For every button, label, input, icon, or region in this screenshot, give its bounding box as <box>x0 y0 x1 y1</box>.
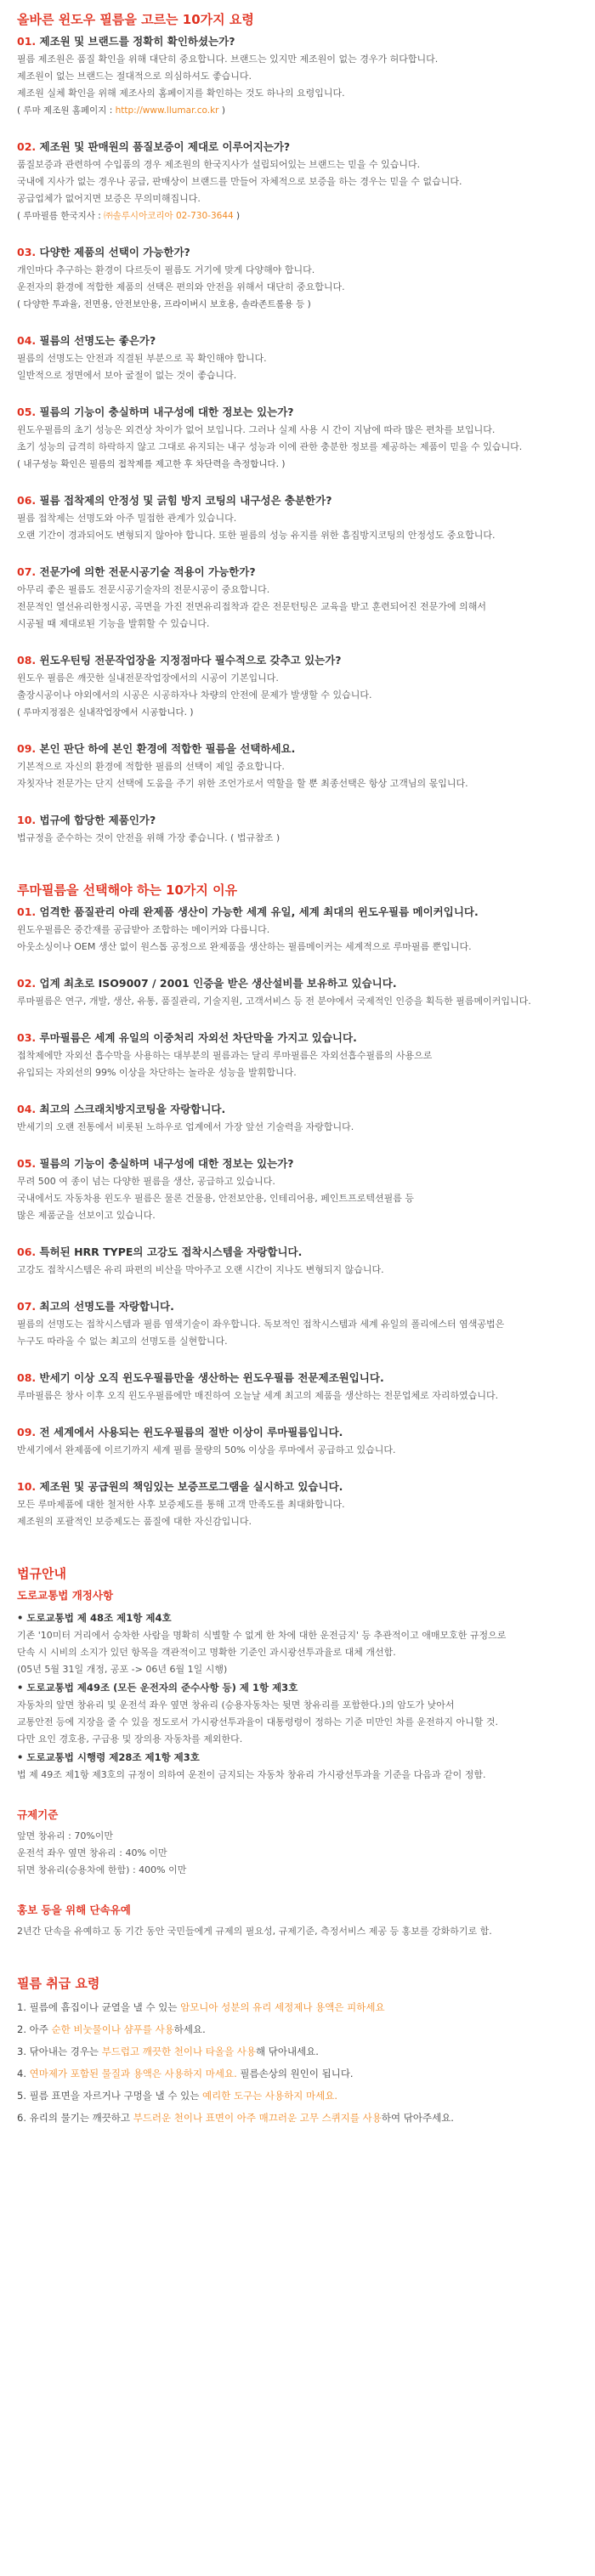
item-title <box>17 1029 578 1047</box>
item-text: 아무리 좋은 필름도 전문시공기술자의 전문시공이 중요합니다. <box>17 584 270 595</box>
item-text: 유입되는 자외선의 99% 이상을 차단하는 놀라운 성능을 발휘합니다. <box>17 1067 297 1078</box>
item-title <box>17 974 578 992</box>
item-text: 루마필름은 연구, 개발, 생산, 유통, 품질관리, 기술지원, 고객서비스 등 전 분야에서 국제적인 인증을 획득한 필름메이커입니다. <box>17 996 531 1007</box>
item-title <box>17 903 578 921</box>
item-text: 많은 제품군을 선보이고 있습니다. <box>17 1210 156 1221</box>
note-text: ( 루마필름 한국지사 : <box>17 211 105 221</box>
list-item <box>17 403 578 473</box>
regulation-article: • 도로교통법 제 48조 제1항 제4호 <box>17 1612 172 1624</box>
note-link[interactable]: http://www.llumar.co.kr <box>115 105 219 116</box>
item-title <box>17 811 578 829</box>
regulation-text: (05년 5월 31일 개정, 공포 -> 06년 6월 1일 시행) <box>17 1664 228 1675</box>
note-text: ) <box>233 211 241 221</box>
note-link[interactable]: ㈜솔루시아코리아 02-730-3644 <box>104 211 234 221</box>
list-item <box>17 974 578 1010</box>
item-number: 03. <box>17 1031 37 1044</box>
handling-text: 4. <box>17 2068 30 2080</box>
regulation-article: • 도로교통법 시행령 제28조 제1항 제3호 <box>17 1751 200 1763</box>
list-item <box>17 1297 578 1350</box>
handling-text: 6. 유리의 물기는 깨끗하고 <box>17 2112 133 2124</box>
item-text: 필름 접착제는 선명도와 아주 밀접한 관계가 있습니다. <box>17 513 237 524</box>
handling-text: 3. 닦아내는 경우는 <box>17 2045 102 2057</box>
handling-text: 5. 필름 표면을 자르거나 구멍을 낼 수 있는 <box>17 2090 202 2102</box>
list-item <box>17 903 578 956</box>
regulation-text: 뒤면 창유리(승용차에 한함) : 400% 이만 <box>17 1864 187 1875</box>
item-number: 08. <box>17 1371 37 1384</box>
item-text: 초기 성능의 급격히 하락하지 않고 그대로 유지되는 내구 성능과 이에 관한 충분한 정보를 제공하는 제품이 믿을 수 있습니다. <box>17 441 523 452</box>
item-number: 01. <box>17 905 37 918</box>
section-regulations <box>17 1564 578 1940</box>
list-item <box>17 1478 578 1530</box>
handling-text: 2. 아주 <box>17 2023 52 2035</box>
item-title <box>17 1297 578 1315</box>
list-item <box>17 1243 578 1279</box>
item-title <box>17 1243 578 1261</box>
note-text: ( 루마지정점은 실내작업장에서 시공합니다. ) <box>17 707 194 718</box>
handling-item <box>17 1996 578 2018</box>
handling-highlight: 예리한 도구는 사용하지 마세요. <box>201 2090 338 2102</box>
item-text: 운전자의 환경에 적합한 제품의 선택은 편의와 안전을 위해서 대단히 중요합니다. <box>17 281 345 292</box>
item-number: 06. <box>17 494 37 507</box>
regulation-text: 교통안전 등에 지장을 줄 수 있을 정도로서 가시광선투과율이 대통령령이 정하는 기준 미만인 차를 운전하지 아니할 것. <box>17 1716 498 1728</box>
item-heading: 다양한 제품의 선택이 가능한가? <box>39 246 190 258</box>
handling-item <box>17 2107 578 2129</box>
regulation-subheading: 도로교통법 개정사항 <box>17 1589 114 1602</box>
list-item <box>17 243 578 313</box>
item-text: 윈도우필름의 초기 성능은 외견상 차이가 없어 보입니다. 그러나 실제 사용 시 간이 지남에 따라 많은 편차를 보입니다. <box>17 424 496 435</box>
item-heading: 필름의 기능이 충실하며 내구성에 대한 정보는 있는가? <box>39 1157 294 1170</box>
item-number: 04. <box>17 334 37 347</box>
item-number: 09. <box>17 742 37 755</box>
item-number: 04. <box>17 1103 37 1115</box>
list-item <box>17 138 578 224</box>
item-title <box>17 332 578 349</box>
item-heading: 반세기 이상 오직 윈도우필름만을 생산하는 윈도우필름 전문제조원입니다. <box>39 1371 384 1384</box>
item-heading: 윈도우틴팅 전문작업장을 지정점마다 필수적으로 갖추고 있는가? <box>39 654 342 667</box>
list-item <box>17 1423 578 1459</box>
note-text: ( 다양한 투과율, 전면용, 안전보안용, 프라이버시 보호용, 솔라존트롤용 등 ) <box>17 299 311 309</box>
handling-highlight: 순한 비눗물이나 샴푸를 사용 <box>51 2023 174 2035</box>
regulation-text: 앞면 창유리 : 70%이만 <box>17 1830 114 1841</box>
item-note <box>17 207 578 224</box>
handling-item <box>17 2085 578 2107</box>
section-why-llumar <box>17 881 578 1530</box>
item-title <box>17 32 578 50</box>
item-text: 법규정을 준수하는 것이 안전을 위해 가장 좋습니다. ( 법규참조 ) <box>17 832 280 843</box>
list-item <box>17 1369 578 1404</box>
regulation-subheading: 홍보 등을 위해 단속유예 <box>17 1904 131 1916</box>
item-number: 10. <box>17 814 37 826</box>
note-text: ) <box>218 105 225 116</box>
item-heading: 본인 판단 하에 본인 환경에 적합한 필름을 선택하세요. <box>39 742 296 755</box>
regulation-blocks <box>17 1586 578 1940</box>
regulation-text: 법 제 49조 제1항 제3호의 규정이 의하여 운전이 금지되는 자동차 창유리 가시광선투과율 기준을 다음과 같이 정함. <box>17 1769 486 1780</box>
regulation-block <box>17 1806 578 1879</box>
list-item <box>17 651 578 721</box>
item-title <box>17 563 578 581</box>
item-text: 기본적으로 자신의 환경에 적합한 필름의 선택이 제일 중요합니다. <box>17 761 285 772</box>
regulation-subheading: 규제기준 <box>17 1808 59 1821</box>
item-number: 07. <box>17 1300 37 1313</box>
item-heading: 최고의 선명도를 자랑합니다. <box>39 1300 174 1313</box>
item-note <box>17 296 578 313</box>
handling-text: 1. 필름에 흠집이나 균열을 낼 수 있는 <box>17 2001 181 2013</box>
list-item <box>17 1155 578 1224</box>
item-number: 01. <box>17 35 37 48</box>
item-heading: 제조원 및 브랜드를 정확히 확인하셨는가? <box>39 35 235 48</box>
item-text: 제조원 실체 확인을 위해 제조사의 홈페이지를 확인하는 것도 하나의 요령입니다. <box>17 88 345 99</box>
item-number: 09. <box>17 1426 37 1438</box>
handling-item <box>17 2040 578 2063</box>
item-text: 국내에 지사가 없는 경우나 공급, 판매상이 브랜드를 만들어 자체적으로 보증을 하는 경우는 믿을 수 없습니다. <box>17 176 462 187</box>
handling-highlight: 부드러운 천이나 표면이 아주 매끄러운 고무 스퀴지를 사용 <box>133 2112 382 2124</box>
item-number: 10. <box>17 1480 37 1493</box>
item-title <box>17 1369 578 1387</box>
handling-highlight: 연마제가 포함된 물질과 용액은 사용하지 마세요. <box>29 2068 237 2080</box>
item-text: 품질보증과 관련하여 수입품의 경우 제조원의 한국지사가 설립되어있는 브랜드는 믿을 수 있습니다. <box>17 159 421 170</box>
item-text: 고강도 접착시스템은 유리 파편의 비산을 막아주고 오랜 시간이 지나도 변형되지 않습니다. <box>17 1264 384 1275</box>
item-text: 필름의 선명도는 안전과 직결된 부분으로 꼭 확인해야 합니다. <box>17 353 267 364</box>
regulation-text: 자동차의 앞면 창유리 및 운전석 좌우 옆면 창유리 (승용자동차는 뒷면 창유리를 포함한다.)의 암도가 낮아서 <box>17 1699 455 1711</box>
item-title <box>17 1423 578 1441</box>
list-item <box>17 563 578 633</box>
item-heading: 전문가에 의한 전문시공기술 적용이 가능한가? <box>39 565 256 578</box>
section-how-to-choose <box>17 10 578 847</box>
handling-list <box>17 1996 578 2129</box>
regulation-text: 운전석 좌우 옆면 창유리 : 40% 이만 <box>17 1847 167 1858</box>
regulation-text: 단속 시 시비의 소지가 있던 항목을 객관적이고 명확한 기준인 과시광선투과율로 대체 개선함. <box>17 1647 396 1658</box>
section-handling <box>17 1974 578 2129</box>
item-title <box>17 403 578 421</box>
item-title <box>17 1155 578 1172</box>
item-heading: 업계 최초로 ISO9007 / 2001 인증을 받은 생산설비를 보유하고 있습니다. <box>39 977 397 990</box>
section-title: 올바른 윈도우 필름을 고르는 10가지 요령 <box>17 12 254 27</box>
item-text: 누구도 따라올 수 없는 최고의 선명도를 실현합니다. <box>17 1336 228 1347</box>
item-heading: 필름 접착제의 안정성 및 긁힘 방지 코팅의 내구성은 충분한가? <box>39 494 332 507</box>
item-text: 필름 제조원은 품질 확인을 위해 대단히 중요합니다. 브랜드는 있지만 제조원이 없는 경우가 허다합니다. <box>17 54 439 65</box>
list-item <box>17 811 578 847</box>
note-text: ( 내구성능 확인은 필름의 접착제를 제고한 후 차단력을 측정합니다. ) <box>17 459 286 469</box>
item-number: 05. <box>17 406 37 418</box>
item-title <box>17 491 578 509</box>
item-heading: 제조원 및 공급원의 책임있는 보증프로그램을 실시하고 있습니다. <box>39 1480 343 1493</box>
item-text: 반세기에서 완제품에 이르기까지 세계 필름 물량의 50% 이상을 루마에서 공급하고 있습니다. <box>17 1444 396 1455</box>
item-text: 개인마다 추구하는 환경이 다르듯이 필름도 거기에 맞게 다양해야 합니다. <box>17 264 315 275</box>
item-number: 05. <box>17 1157 37 1170</box>
item-note <box>17 456 578 473</box>
note-text: ( 루마 제조원 홈페이지 : <box>17 105 116 116</box>
handling-text: 하여 닦아주세요. <box>381 2112 454 2124</box>
item-title <box>17 243 578 261</box>
handling-highlight: 부드럽고 깨끗한 천이나 타올을 사용 <box>101 2045 256 2057</box>
handling-highlight: 암모니아 성분의 유리 세정제나 용액은 피하세요 <box>180 2001 385 2013</box>
item-heading: 엄격한 품질관리 아래 완제품 생산이 가능한 세계 유일, 세계 최대의 윈도우필름 메이커입니다. <box>39 905 479 918</box>
regulation-text: 다만 요인 경호용, 구급용 및 장의용 자동차를 제외한다. <box>17 1733 243 1745</box>
list-item <box>17 1029 578 1081</box>
item-text: 오랜 기간이 경과되어도 변형되지 않아야 합니다. 또한 필름의 성능 유지를 위한 흠집방지코팅의 안정성도 중요합니다. <box>17 530 496 541</box>
item-title <box>17 1100 578 1118</box>
item-heading: 법규에 합당한 제품인가? <box>39 814 156 826</box>
item-note <box>17 704 578 721</box>
handling-item <box>17 2063 578 2085</box>
item-text: 전문적인 열선유리한정시공, 곡면을 가진 전면유리접착과 같은 전문턴팅은 교육을 받고 훈련되어진 전문가에 의해서 <box>17 601 487 612</box>
item-text: 국내에서도 자동차용 윈도우 필름은 물론 건물용, 안전보안용, 인테리어용, 페인트프로텍션필름 등 <box>17 1193 414 1204</box>
item-number: 08. <box>17 654 37 667</box>
item-heading: 제조원 및 판매원의 품질보증이 제대로 이루어지는가? <box>39 140 291 153</box>
regulation-block <box>17 1586 578 1784</box>
item-heading: 루마필름은 세계 유일의 이중처리 자외선 차단막을 가지고 있습니다. <box>39 1031 357 1044</box>
item-title <box>17 651 578 669</box>
item-heading: 필름의 기능이 충실하며 내구성에 대한 정보는 있는가? <box>39 406 294 418</box>
item-text: 아웃소싱이나 OEM 생산 없이 원스톱 공정으로 완제품을 생산하는 필름메이커는 세계적으로 루마필름 뿐입니다. <box>17 941 472 952</box>
reasons-list <box>17 903 578 1530</box>
item-note <box>17 102 578 119</box>
item-title <box>17 1478 578 1495</box>
item-text: 자칫자낙 전문가는 단지 선택에 도움을 주기 위한 조언가로서 역할을 할 뿐 최종선택은 항상 고객님의 몫입니다. <box>17 778 468 789</box>
handling-text: 해 닦아내세요. <box>255 2045 319 2057</box>
item-text: 반세기의 오랜 전통에서 비롯된 노하우로 업계에서 가장 앞선 기술력을 자랑합니다. <box>17 1121 354 1132</box>
page <box>17 10 578 2129</box>
item-number: 06. <box>17 1245 37 1258</box>
tips-list <box>17 32 578 847</box>
item-text: 접착제에만 자외선 흡수막을 사용하는 대부분의 필름과는 달리 루마필름은 자외선흡수필름의 사용으로 <box>17 1050 433 1061</box>
item-heading: 필름의 선명도는 좋은가? <box>39 334 156 347</box>
item-text: 무려 500 여 종이 넘는 다양한 필름을 생산, 공급하고 있습니다. <box>17 1176 275 1187</box>
list-item <box>17 1100 578 1136</box>
list-item <box>17 491 578 544</box>
regulation-article: • 도로교통법 제49조 (모든 운전자의 준수사항 등) 제 1항 제3호 <box>17 1682 298 1694</box>
item-number: 02. <box>17 977 37 990</box>
regulation-text: 2년간 단속을 유예하고 동 기간 동안 국민들에게 규제의 필요성, 규제기준, 측정서비스 제공 등 홍보를 강화하기로 함. <box>17 1926 492 1937</box>
item-text: 윈도우필름은 중간재를 공급받아 조합하는 메이커와 다릅니다. <box>17 924 270 935</box>
item-text: 출장시공이나 야외에서의 시공은 시공하자나 차량의 안전에 문제가 발생할 수 있습니다. <box>17 689 372 701</box>
item-text: 루마필름은 창사 이후 오직 윈도우필름에만 매진하여 오늘날 세계 최고의 제품을 생산하는 전문업체로 자리하였습니다. <box>17 1390 499 1401</box>
item-heading: 전 세계에서 사용되는 윈도우필름의 절반 이상이 루마필름입니다. <box>39 1426 343 1438</box>
item-text: 일반적으로 정면에서 보아 굴절이 없는 것이 좋습니다. <box>17 370 237 381</box>
handling-text: 하세요. <box>173 2023 206 2035</box>
handling-text: 필름손상의 원인이 됩니다. <box>236 2068 354 2080</box>
handling-item <box>17 2018 578 2040</box>
list-item <box>17 32 578 119</box>
item-text: 필름의 선명도는 접착시스템과 필름 염색기술이 좌우합니다. 독보적인 접착시스템과 세계 유일의 폴리에스터 염색공법은 <box>17 1319 505 1330</box>
item-title <box>17 138 578 156</box>
item-number: 02. <box>17 140 37 153</box>
item-number: 07. <box>17 565 37 578</box>
item-text: 제조원의 포괄적인 보증제도는 품질에 대한 자신감입니다. <box>17 1516 252 1527</box>
regulation-block <box>17 1901 578 1940</box>
item-text: 모든 루마제품에 대한 철저한 사후 보증제도를 통해 고객 만족도를 최대화합니다. <box>17 1499 345 1510</box>
section-title: 루마필름을 선택해야 하는 10가지 이유 <box>17 882 238 898</box>
item-heading: 특허된 HRR TYPE의 고강도 접착시스템을 자랑합니다. <box>39 1245 303 1258</box>
list-item <box>17 740 578 792</box>
list-item <box>17 332 578 384</box>
item-text: 시공될 때 제대로된 기능을 발휘할 수 있습니다. <box>17 618 210 629</box>
item-text: 제조원이 없는 브랜드는 절대적으로 의심하셔도 좋습니다. <box>17 71 252 82</box>
section-title: 법규안내 <box>17 1566 66 1581</box>
item-heading: 최고의 스크래치방지코팅을 자랑합니다. <box>39 1103 226 1115</box>
regulation-text: 기존 '10미터 거리에서 승차한 사람을 명확히 식별할 수 없게 한 차에 대한 운전금지' 등 추관적이고 애매모호한 규정으로 <box>17 1630 507 1641</box>
item-text: 공급업체가 없어지면 보증은 무의미해집니다. <box>17 193 201 204</box>
item-title <box>17 740 578 757</box>
item-text: 윈도우 필름은 깨끗한 실내전문작업장에서의 시공이 기본입니다. <box>17 672 279 684</box>
section-title: 필름 취급 요령 <box>17 1976 100 1991</box>
item-number: 03. <box>17 246 37 258</box>
